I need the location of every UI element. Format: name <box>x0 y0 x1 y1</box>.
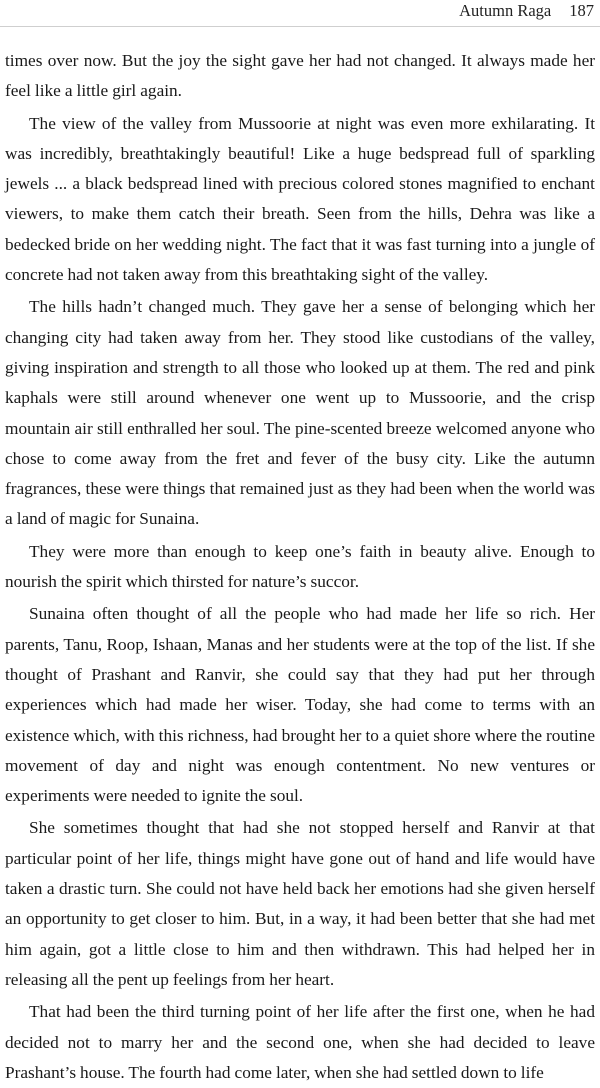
paragraph-people: Sunaina often thought of all the people who had made her life so rich. Her parents, Tanu, Roop, Ishaan, Manas and her students were at the top of the list. If she thought of Prashant and Ranvir, she could say that they had put her through experiences which had made her wiser. Today, she had come to terms with an existence which, with this richness, had brought her to a quiet shore where the routine movement of day and night was enough contentment. No new ventures or experiments were needed to ignite the soul. <box>5 604 595 806</box>
page-number: 187 <box>569 1 594 20</box>
paragraph-valley-view: The view of the valley from Mussoorie at night was even more exhilarating. It was incredibly, breathtakingly beautiful! Like a huge bedspread full of sparkling jewels ... a black bedspread lined with precious colored stones magnified to enchant viewers, to make them catch their breath. Seen from the hills, Dehra was like a bedecked bride on her wedding night. The fact that it was fast turning into a jungle of concrete had not taken away from this breathtaking sight of the valley. <box>5 113 595 285</box>
paragraph-ranvir: She sometimes thought that had she not stopped herself and Ranvir at that particular point of her life, things might have gone out of hand and life would have taken a drastic turn. She could not have held back her emotions had she given herself an opportunity to get closer to him. But, in a way, it had been better that she had met him again, got a little close to him and then withdrawn. This had helped her in releasing all the pent up feelings from her heart. <box>5 818 595 989</box>
running-header <box>459 0 594 22</box>
body-text <box>5 46 595 1088</box>
paragraph-faith: They were more than enough to keep one’s faith in beauty alive. Enough to nourish the spirit which thirsted for nature’s succor. <box>5 541 595 592</box>
paragraph-turning-point: That had been the third turning point of her life after the first one, when he had decided not to marry her and the second one, when she had decided to leave Prashant’s house. The fourth had come later, when she had settled down to life <box>5 1002 595 1082</box>
header-rule <box>0 26 600 27</box>
paragraph-hills: The hills hadn’t changed much. They gave her a sense of belonging which her changing city had taken away from her. They stood like custodians of the valley, giving inspiration and strength to all those who looked up at them. The red and pink kaphals were still around whenever one went up to Mussoorie, and the crisp mountain air still enthralled her soul. The pine-scented breeze welcomed anyone who chose to come away from the fret and fever of the busy city. Like the autumn fragrances, these were things that remained just as they had been when the world was a land of magic for Sunaina. <box>5 297 595 529</box>
paragraph-continued: times over now. But the joy the sight gave her had not changed. It always made her feel like a little girl again. <box>5 51 595 101</box>
running-title: Autumn Raga <box>459 1 552 20</box>
